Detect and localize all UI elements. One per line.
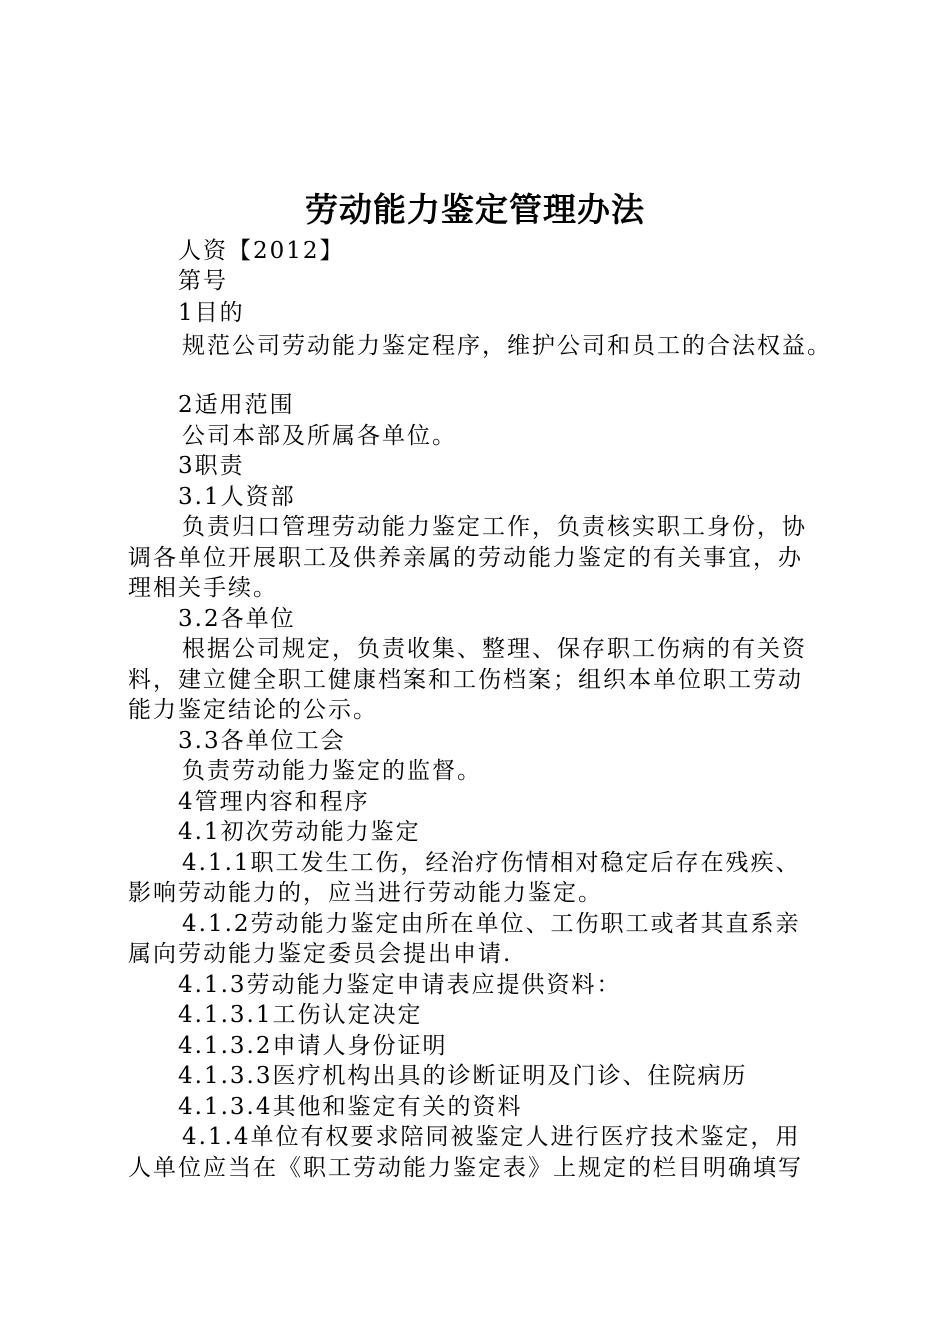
paragraph-line: 公司本部及所属各单位。 — [182, 423, 457, 449]
paragraph-line: 4.1.4单位有权要求陪同被鉴定人进行医疗技术鉴定，用 — [182, 1124, 801, 1150]
paragraph-line: 料，建立健全职工健康档案和工伤档案；组织本单位职工劳动 — [128, 667, 803, 693]
list-item: 4.1.3.2申请人身份证明 — [178, 1033, 448, 1059]
paragraph-line: 4.1.1职工发生工伤，经治疗伤情相对稳定后存在残疾、 — [182, 850, 801, 876]
list-item: 4.1.3.1工伤认定决定 — [178, 1002, 423, 1028]
subsection-heading: 3.2各单位 — [178, 606, 296, 632]
paragraph-line: 属向劳动能力鉴定委员会提出申请. — [128, 941, 513, 967]
paragraph-line: 规范公司劳动能力鉴定程序，维护公司和员工的合法权益。 — [182, 333, 832, 359]
paragraph-line: 4.1.2劳动能力鉴定由所在单位、工伤职工或者其直系亲 — [182, 911, 801, 937]
subsection-heading: 3.1人资部 — [178, 484, 296, 510]
subsection-heading: 3.3各单位工会 — [178, 728, 346, 754]
paragraph-line: 人单位应当在《职工劳动能力鉴定表》上规定的栏目明确填写 — [128, 1155, 803, 1181]
paragraph-line: 负责劳动能力鉴定的监督。 — [182, 758, 482, 784]
paragraph-line: 影响劳动能力的，应当进行劳动能力鉴定。 — [128, 880, 603, 906]
doc-serial-line: 第号 — [178, 268, 228, 294]
document-title: 劳动能力鉴定管理办法 — [305, 190, 645, 229]
list-item: 4.1.3.4其他和鉴定有关的资料 — [178, 1094, 523, 1120]
section-heading: 3职责 — [178, 453, 245, 479]
section-heading: 1目的 — [178, 300, 245, 326]
subsection-heading: 4.1初次劳动能力鉴定 — [178, 819, 421, 845]
paragraph-line: 理相关手续。 — [128, 575, 278, 601]
paragraph-line: 能力鉴定结论的公示。 — [128, 697, 378, 723]
list-item: 4.1.3.3医疗机构出具的诊断证明及门诊、住院病历 — [178, 1063, 748, 1089]
paragraph-line: 4.1.3劳动能力鉴定申请表应提供资料： — [178, 972, 622, 998]
section-heading: 2适用范围 — [178, 392, 295, 418]
section-heading: 4管理内容和程序 — [178, 789, 370, 815]
doc-number-line: 人资【2012】 — [178, 238, 345, 264]
paragraph-line: 调各单位开展职工及供养亲属的劳动能力鉴定的有关事宜，办 — [128, 545, 803, 571]
paragraph-line: 根据公司规定，负责收集、整理、保存职工伤病的有关资 — [182, 636, 807, 662]
paragraph-line: 负责归口管理劳动能力鉴定工作，负责核实职工身份，协 — [182, 514, 807, 540]
